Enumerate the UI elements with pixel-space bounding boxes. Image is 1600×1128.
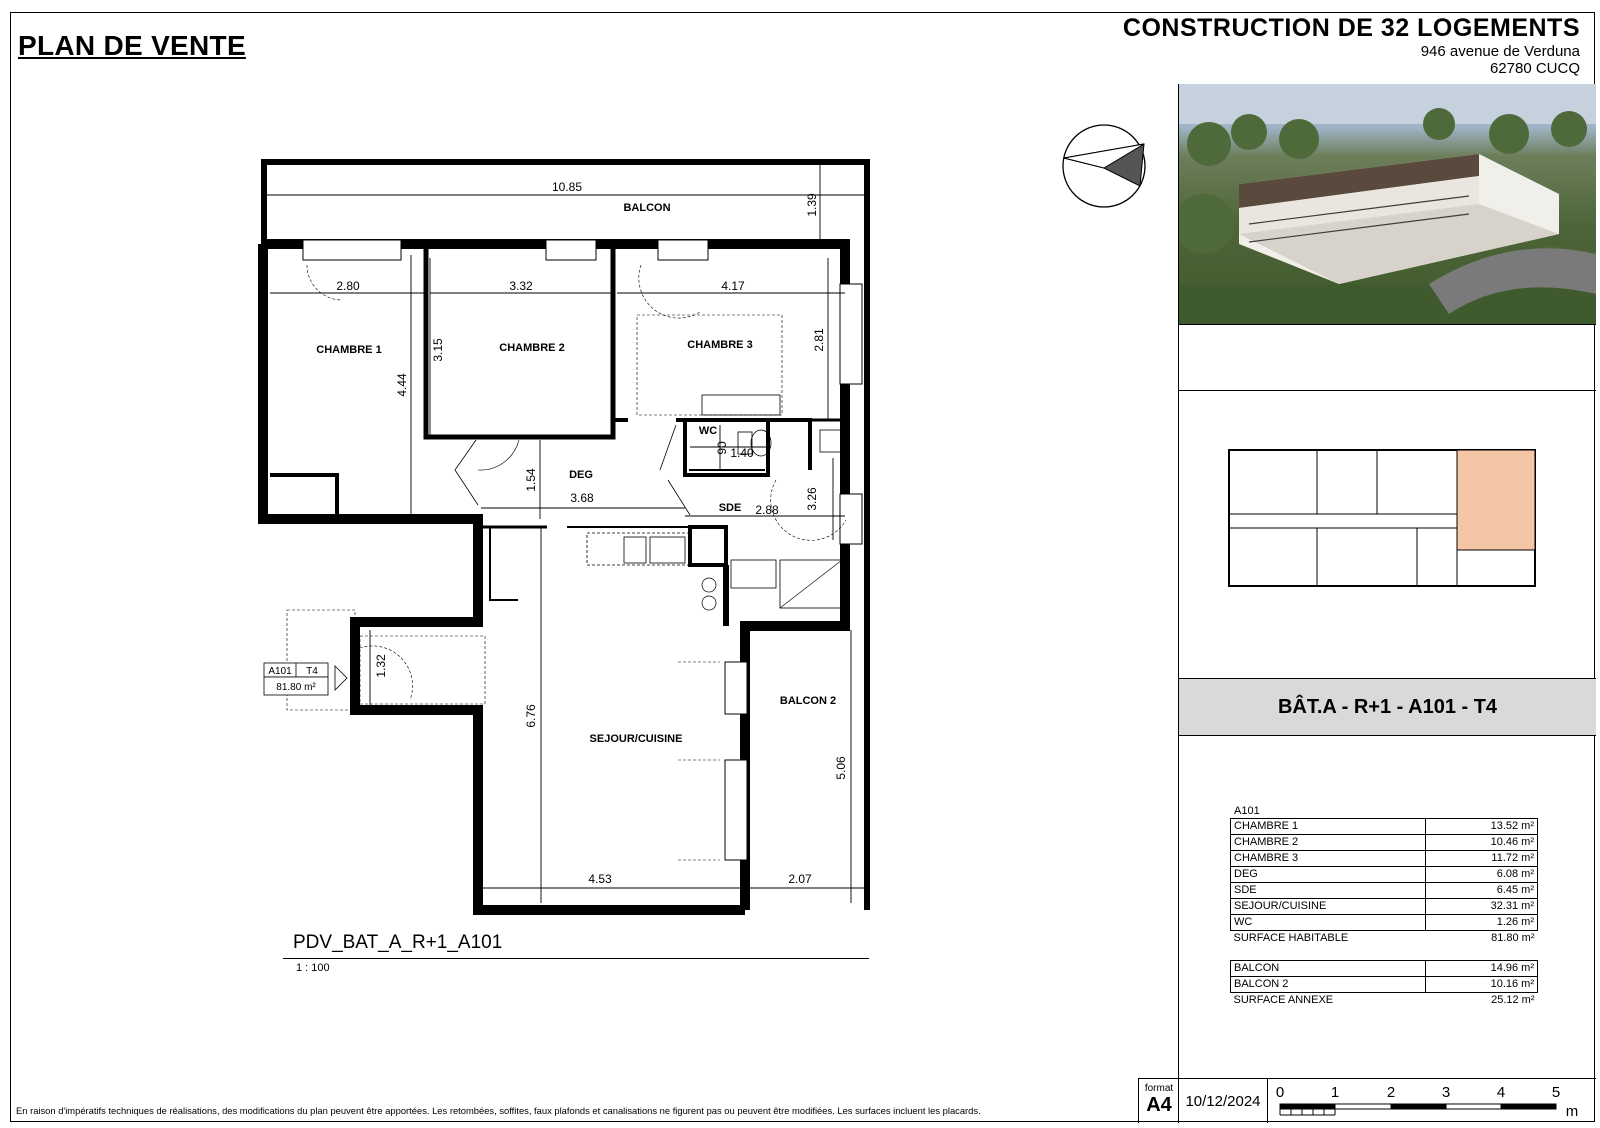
room-label-deg: DEG	[569, 469, 593, 481]
project-title: CONSTRUCTION DE 32 LOGEMENTS	[1122, 14, 1580, 42]
dim-2-80: 2.80	[336, 279, 360, 293]
date-box	[1178, 1078, 1268, 1123]
format-box	[1138, 1078, 1179, 1123]
table-row: SEJOUR/CUISINE 32.31 m²	[1231, 899, 1538, 915]
date-text: 10/12/2024	[1185, 1092, 1261, 1110]
scale-unit: m	[1565, 1103, 1579, 1120]
lot-tag-lot: A101	[268, 666, 292, 677]
scale-tick-0: 0	[1275, 1084, 1285, 1101]
room-label-balcon: BALCON	[623, 202, 671, 214]
dim-1-39: 1.39	[805, 193, 819, 217]
divider	[1179, 390, 1596, 391]
room-label-balcon2: BALCON 2	[779, 695, 837, 707]
lot-tag-type: T4	[306, 666, 318, 677]
address-line-1: 946 avenue de Verduna	[1420, 43, 1580, 60]
scale-tick-3: 3	[1441, 1084, 1451, 1101]
divider	[1179, 324, 1596, 325]
dim-3-68: 3.68	[570, 491, 594, 505]
room-label-sejour: SEJOUR/CUISINE	[589, 733, 683, 745]
table-row: DEG 6.08 m²	[1231, 867, 1538, 883]
table-row: SDE 6.45 m²	[1231, 883, 1538, 899]
dim-5-06: 5.06	[834, 756, 848, 780]
dim-1-32: 1.32	[374, 654, 388, 678]
room-label-wc: WC	[698, 425, 718, 437]
scale-tick-2: 2	[1386, 1084, 1396, 1101]
key-plan	[1227, 448, 1537, 598]
dim-4-53: 4.53	[588, 872, 612, 886]
plan-reference: PDV_BAT_A_R+1_A101	[293, 932, 503, 953]
dim-90: 90	[715, 441, 729, 455]
format-label: format	[1144, 1083, 1174, 1094]
dim-3-26: 3.26	[805, 487, 819, 511]
dim-6-76: 6.76	[524, 704, 538, 728]
dim-2-07: 2.07	[788, 872, 812, 886]
dim-4-44: 4.44	[395, 373, 409, 397]
room-label-sde: SDE	[718, 502, 742, 514]
lot-title: BÂT.A - R+1 - A101 - T4	[1179, 678, 1596, 736]
lot-tag	[264, 663, 347, 695]
total-row: SURFACE HABITABLE 81.80 m²	[1233, 932, 1535, 944]
table-row: CHAMBRE 2 10.46 m²	[1231, 835, 1538, 851]
dim-1-54: 1.54	[524, 468, 538, 492]
dim-2-88: 2.88	[755, 503, 779, 517]
address-line-2: 62780 CUCQ	[1489, 60, 1580, 77]
key-plan-highlight	[1457, 450, 1535, 550]
total-row: SURFACE ANNEXE 25.12 m²	[1233, 994, 1535, 1006]
dim-3-32: 3.32	[509, 279, 533, 293]
table-row: BALCON 14.96 m²	[1231, 961, 1538, 977]
dim-4-17: 4.17	[721, 279, 745, 293]
room-label-chambre3: CHAMBRE 3	[687, 339, 753, 351]
dim-2-81: 2.81	[812, 328, 826, 352]
graphic-scale	[1266, 1078, 1596, 1123]
sheet-title: PLAN DE VENTE	[18, 30, 246, 61]
plan-scale: 1 : 100	[296, 962, 330, 974]
scale-tick-5: 5	[1551, 1084, 1561, 1101]
surfaces-lot: A101	[1234, 805, 1260, 817]
dim-1-40: 1.40	[730, 446, 754, 460]
scale-tick-1: 1	[1330, 1084, 1340, 1101]
room-label-chambre2: CHAMBRE 2	[499, 342, 565, 354]
format-value: A4	[1146, 1094, 1172, 1116]
surfaces-table	[1230, 818, 1538, 946]
table-row: CHAMBRE 1 13.52 m²	[1231, 819, 1538, 835]
table-row: WC 1.26 m²	[1231, 915, 1538, 931]
room-label-chambre1: CHAMBRE 1	[316, 344, 382, 356]
lot-tag-area: 81.80 m²	[276, 682, 316, 693]
annex-table	[1230, 960, 1538, 1008]
dim-3-15: 3.15	[431, 338, 445, 362]
dim-10-85: 10.85	[551, 180, 583, 194]
project-header	[1123, 14, 1580, 77]
plan-underline	[283, 958, 869, 959]
table-row: BALCON 2 10.16 m²	[1231, 977, 1538, 993]
scale-tick-4: 4	[1496, 1084, 1506, 1101]
disclaimer-text: En raison d'impératifs techniques de réalisations, des modifications du plan peuvent être apportées. Les retombées, soffites, faux plafonds et canalisations ne figurent pas ou peuvent être modifiées. Les surfaces incluent les placards.	[16, 1105, 981, 1116]
building-render-image	[1179, 84, 1596, 324]
table-row: CHAMBRE 3 11.72 m²	[1231, 851, 1538, 867]
